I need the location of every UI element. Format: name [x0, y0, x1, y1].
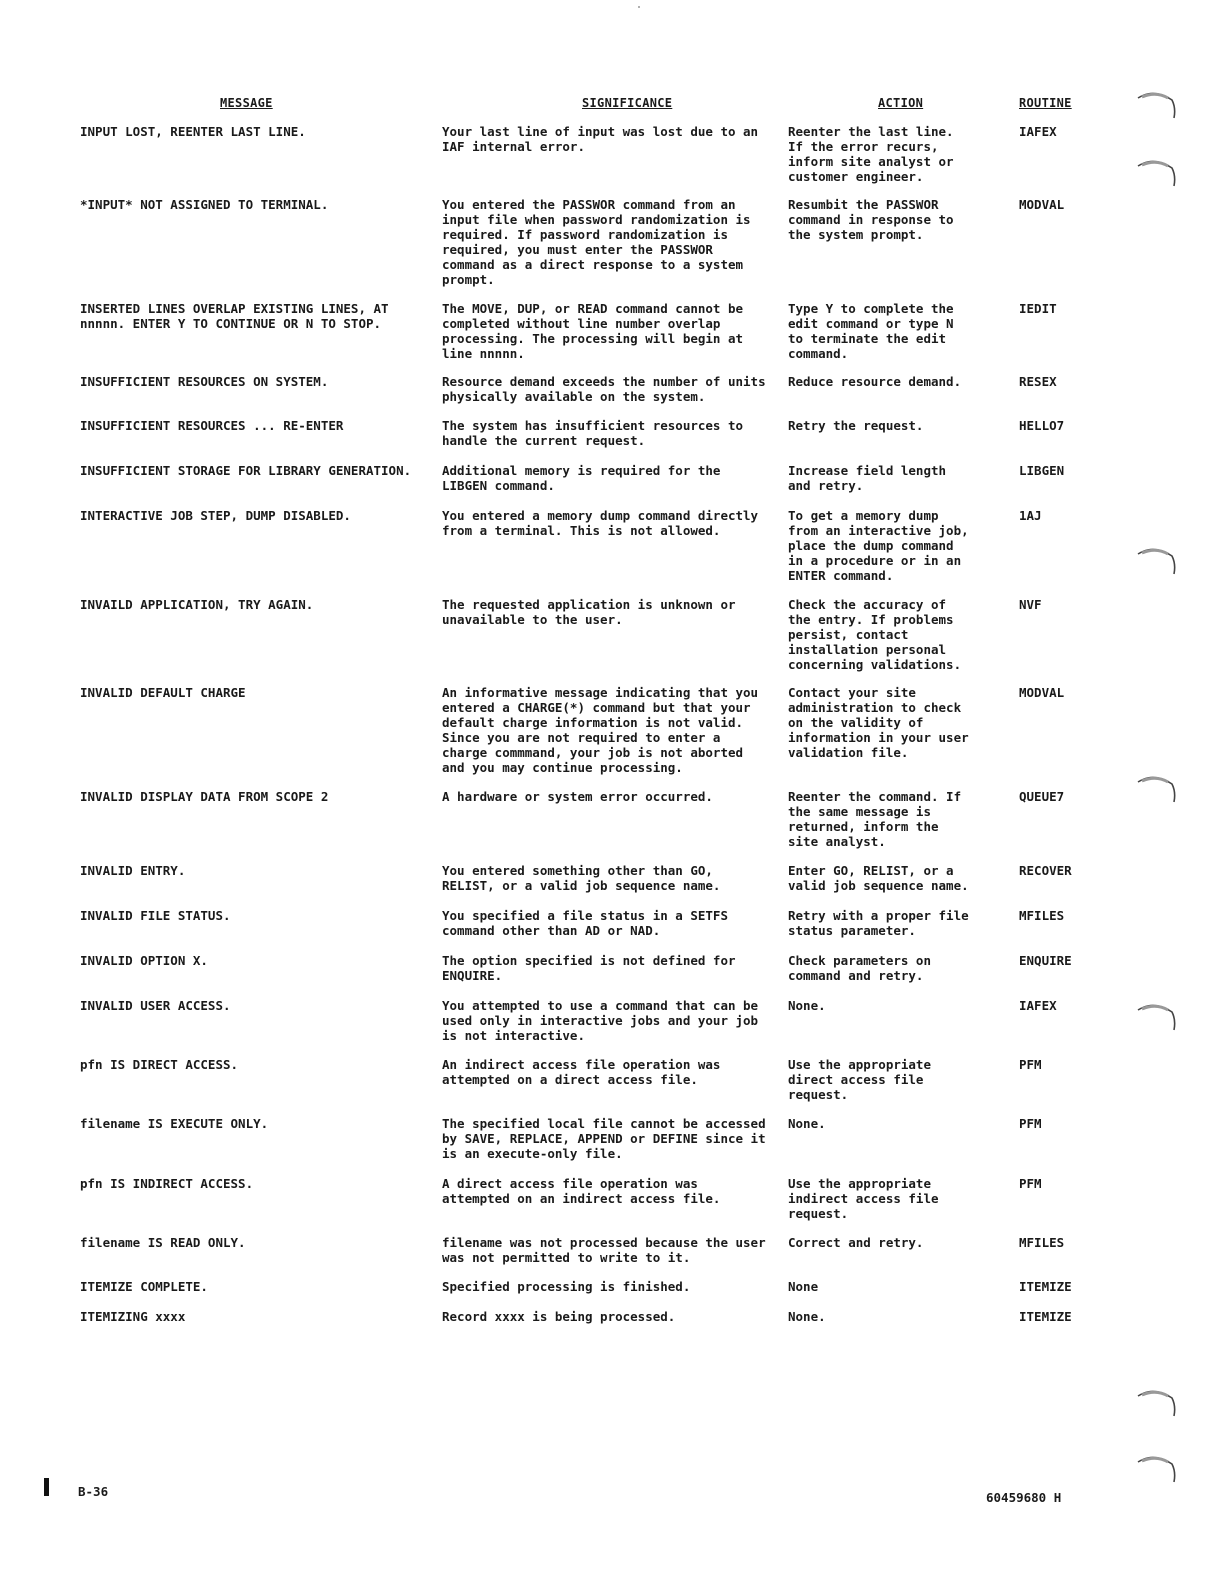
significance-cell: The MOVE, DUP, or READ command cannot be completed without line number overlap processing. The processing will begin at line nnnnn.: [442, 301, 744, 361]
message-cell: INSERTED LINES OVERLAP EXISTING LINES, AT nnnnn. ENTER Y TO CONTINUE OR N TO STOP.: [80, 301, 389, 331]
binder-hole-mark: [1134, 542, 1178, 578]
significance-cell: Your last line of input was lost due to an IAF internal error.: [442, 124, 759, 154]
message-cell: INVALID FILE STATUS.: [80, 908, 231, 923]
routine-cell: MODVAL: [1019, 685, 1065, 700]
message-cell: ITEMIZING xxxx: [80, 1309, 186, 1324]
header-action: ACTION: [878, 96, 924, 110]
action-cell: Retry with a proper file status parameter.: [788, 908, 969, 938]
action-cell: Increase field length and retry.: [788, 463, 947, 493]
routine-cell: QUEUE7: [1019, 789, 1065, 804]
document-number: 60459680 H: [986, 1490, 1062, 1505]
significance-cell: filename was not processed because the user was not permitted to write to it.: [442, 1235, 766, 1265]
significance-cell: You entered the PASSWOR command from an input file when password randomization is required. If password randomization is required, you must enter the PASSWOR command as a direct response to a system prompt.: [442, 197, 751, 287]
significance-cell: Specified processing is finished.: [442, 1279, 691, 1294]
action-cell: Correct and retry.: [788, 1235, 924, 1250]
action-cell: None: [788, 1279, 819, 1294]
significance-cell: A hardware or system error occurred.: [442, 789, 713, 804]
message-cell: INVALID OPTION X.: [80, 953, 208, 968]
binder-hole-mark: [1134, 770, 1178, 806]
action-cell: Type Y to complete the edit command or type N to terminate the edit command.: [788, 301, 954, 361]
routine-cell: 1AJ: [1019, 508, 1042, 523]
message-cell: INVAILD APPLICATION, TRY AGAIN.: [80, 597, 314, 612]
significance-cell: You attempted to use a command that can be used only in interactive jobs and your job is not interactive.: [442, 998, 759, 1043]
header-significance: SIGNIFICANCE: [582, 96, 673, 110]
significance-cell: Record xxxx is being processed.: [442, 1309, 676, 1324]
header-message: MESSAGE: [220, 96, 273, 110]
action-cell: Resumbit the PASSWOR command in response to the system prompt.: [788, 197, 954, 242]
revision-change-bar: [44, 1478, 49, 1496]
significance-cell: A direct access file operation was attempted on an indirect access file.: [442, 1176, 721, 1206]
routine-cell: ENQUIRE: [1019, 953, 1072, 968]
routine-cell: RECOVER: [1019, 863, 1072, 878]
action-cell: None.: [788, 1309, 826, 1324]
routine-cell: PFM: [1019, 1176, 1042, 1191]
binder-hole-mark: [1134, 154, 1178, 190]
significance-cell: Additional memory is required for the LIBGEN command.: [442, 463, 721, 493]
message-cell: INVALID ENTRY.: [80, 863, 186, 878]
routine-cell: LIBGEN: [1019, 463, 1065, 478]
message-cell: filename IS READ ONLY.: [80, 1235, 246, 1250]
action-cell: Use the appropriate direct access file request.: [788, 1057, 931, 1102]
significance-cell: Resource demand exceeds the number of units physically available on the system.: [442, 374, 766, 404]
significance-cell: An informative message indicating that you entered a CHARGE(*) command but that your default charge information is not valid. Since you are not required to enter a charge commmand, your job is not aborted and you may continue processing.: [442, 685, 759, 775]
significance-cell: The option specified is not defined for ENQUIRE.: [442, 953, 736, 983]
message-cell: INVALID USER ACCESS.: [80, 998, 231, 1013]
significance-cell: The system has insufficient resources to handle the current request.: [442, 418, 744, 448]
message-cell: INSUFFICIENT RESOURCES ON SYSTEM.: [80, 374, 329, 389]
significance-cell: You specified a file status in a SETFS command other than AD or NAD.: [442, 908, 728, 938]
action-cell: Enter GO, RELIST, or a valid job sequence name.: [788, 863, 969, 893]
message-cell: pfn IS INDIRECT ACCESS.: [80, 1176, 254, 1191]
action-cell: To get a memory dump from an interactive job, place the dump command in a procedure or in an ENTER command.: [788, 508, 969, 583]
routine-cell: MFILES: [1019, 1235, 1065, 1250]
routine-cell: IAFEX: [1019, 124, 1057, 139]
routine-cell: ITEMIZE: [1019, 1279, 1072, 1294]
binder-hole-mark: [1134, 998, 1178, 1034]
action-cell: Retry the request.: [788, 418, 924, 433]
header-routine: ROUTINE: [1019, 96, 1072, 110]
action-cell: Check parameters on command and retry.: [788, 953, 931, 983]
message-cell: filename IS EXECUTE ONLY.: [80, 1116, 269, 1131]
message-cell: *INPUT* NOT ASSIGNED TO TERMINAL.: [80, 197, 329, 212]
message-cell: INPUT LOST, REENTER LAST LINE.: [80, 124, 306, 139]
significance-cell: The specified local file cannot be accessed by SAVE, REPLACE, APPEND or DEFINE since it is an execute-only file.: [442, 1116, 766, 1161]
routine-cell: PFM: [1019, 1116, 1042, 1131]
significance-cell: The requested application is unknown or unavailable to the user.: [442, 597, 736, 627]
routine-cell: HELLO7: [1019, 418, 1065, 433]
message-cell: INSUFFICIENT STORAGE FOR LIBRARY GENERATION.: [80, 463, 412, 478]
message-cell: pfn IS DIRECT ACCESS.: [80, 1057, 239, 1072]
routine-cell: PFM: [1019, 1057, 1042, 1072]
action-cell: Reenter the command. If the same message is returned, inform the site analyst.: [788, 789, 962, 849]
message-cell: INVALID DISPLAY DATA FROM SCOPE 2: [80, 789, 329, 804]
action-cell: Reduce resource demand.: [788, 374, 962, 389]
significance-cell: An indirect access file operation was attempted on a direct access file.: [442, 1057, 721, 1087]
significance-cell: You entered something other than GO, RELIST, or a valid job sequence name.: [442, 863, 721, 893]
routine-cell: IEDIT: [1019, 301, 1057, 316]
action-cell: None.: [788, 1116, 826, 1131]
routine-cell: MODVAL: [1019, 197, 1065, 212]
message-cell: INTERACTIVE JOB STEP, DUMP DISABLED.: [80, 508, 351, 523]
scan-speck: [638, 6, 640, 8]
routine-cell: MFILES: [1019, 908, 1065, 923]
action-cell: Use the appropriate indirect access file request.: [788, 1176, 939, 1221]
page-number: B-36: [78, 1484, 109, 1499]
routine-cell: ITEMIZE: [1019, 1309, 1072, 1324]
message-cell: INSUFFICIENT RESOURCES ... RE-ENTER: [80, 418, 344, 433]
action-cell: Check the accuracy of the entry. If problems persist, contact installation personal concerning validations.: [788, 597, 962, 672]
message-cell: ITEMIZE COMPLETE.: [80, 1279, 208, 1294]
binder-hole-mark: [1134, 1384, 1178, 1420]
action-cell: None.: [788, 998, 826, 1013]
routine-cell: NVF: [1019, 597, 1042, 612]
action-cell: Reenter the last line. If the error recurs, inform site analyst or customer engineer.: [788, 124, 954, 184]
binder-hole-mark: [1134, 86, 1178, 122]
binder-hole-mark: [1134, 1450, 1178, 1486]
significance-cell: You entered a memory dump command directly from a terminal. This is not allowed.: [442, 508, 759, 538]
routine-cell: RESEX: [1019, 374, 1057, 389]
action-cell: Contact your site administration to check on the validity of information in your user validation file.: [788, 685, 969, 760]
routine-cell: IAFEX: [1019, 998, 1057, 1013]
message-cell: INVALID DEFAULT CHARGE: [80, 685, 246, 700]
